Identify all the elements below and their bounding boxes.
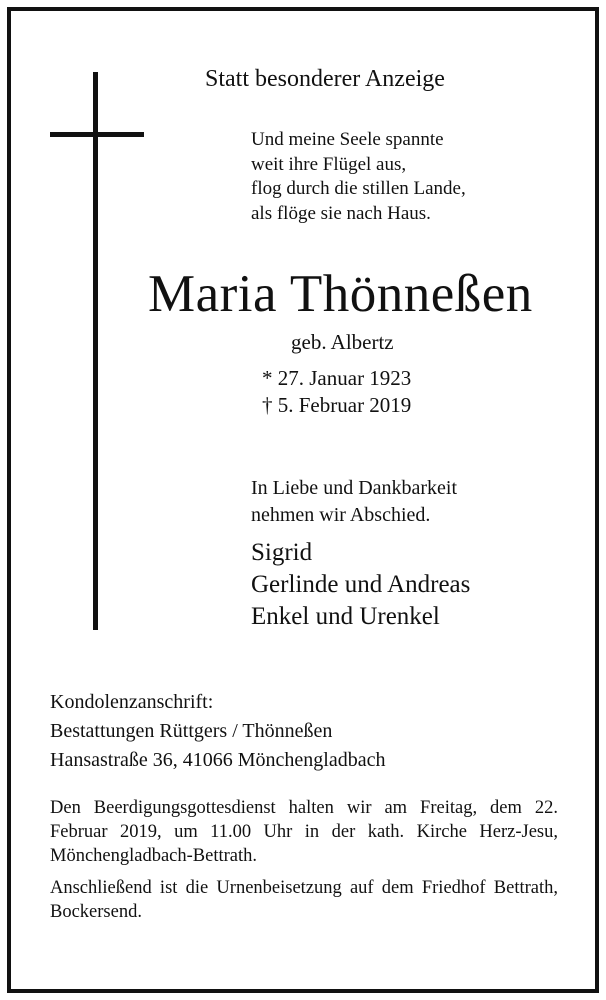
urn-burial-text: Anschließend ist die Urnenbeisetzung auf dem Friedhof Bettrath, Bockersend. [50, 878, 558, 922]
mourner: Enkel und Urenkel [251, 603, 440, 630]
poem [251, 128, 466, 226]
birth-name: geb. Albertz [291, 330, 394, 354]
mourner: Gerlinde und Andreas [251, 571, 471, 598]
death-date: † 5. Februar 2019 [262, 393, 412, 417]
deceased-name: Maria Thönneßen [148, 265, 533, 323]
header-note: Statt besonderer Anzeige [205, 66, 445, 92]
poem-line: flog durch die stillen Lande, [251, 178, 466, 199]
address-heading: Kondolenzanschrift: [50, 691, 214, 713]
address-company: Bestattungen Rüttgers / Thönneßen [50, 720, 333, 742]
farewell-line: nehmen wir Abschied. [251, 504, 431, 526]
cross-icon-crossbar [50, 132, 144, 137]
mourners-list [251, 537, 470, 633]
condolence-address [50, 688, 385, 775]
mourner: Sigrid [251, 539, 313, 566]
cross-icon [93, 72, 98, 630]
poem-line: Und meine Seele spannte [251, 129, 444, 150]
address-street: Hansastraße 36, 41066 Mönchengladbach [50, 749, 386, 771]
farewell-line: In Liebe und Dankbarkeit [251, 477, 458, 499]
birth-date: * 27. Januar 1923 [262, 366, 412, 390]
life-dates [262, 365, 411, 419]
poem-line: als flöge sie nach Haus. [251, 202, 431, 224]
service-info [50, 796, 558, 924]
poem-line: weit ihre Flügel aus, [251, 153, 407, 175]
funeral-service-text: Den Beerdigungsgottesdienst halten wir am Freitag, dem 22. Februar 2019, um 11.00 Uhr in der kath. Kirche Herz-Jesu, Mönchengladbach-Bettrath. [50, 798, 558, 866]
farewell-text [251, 475, 457, 529]
